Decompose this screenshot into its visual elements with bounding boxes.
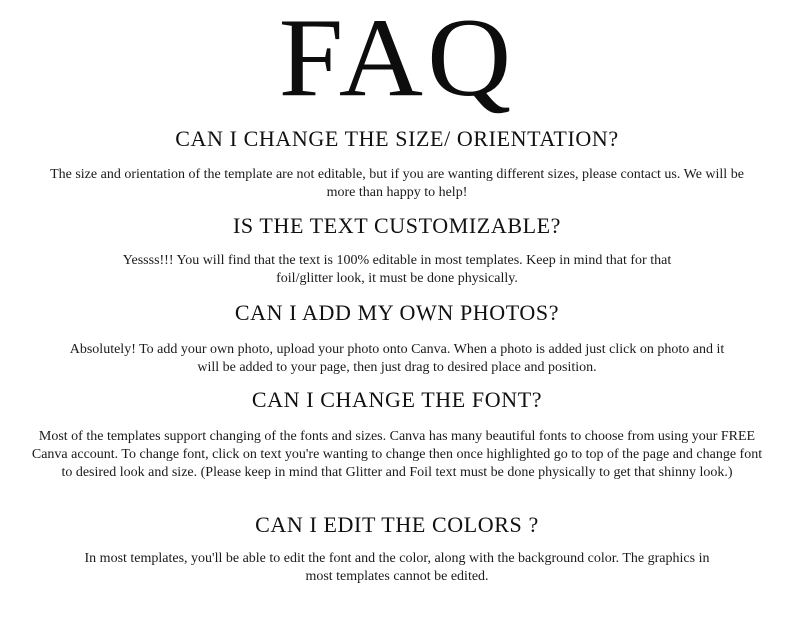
faq-question-change-font: CAN I CHANGE THE FONT?	[251, 387, 543, 412]
faq-question-text-customizable: IS THE TEXT CUSTOMIZABLE?	[232, 213, 562, 238]
faq-answer-edit-colors: In most templates, you'll be able to edit the font and the color, along with the background color. The graphics in most templates cannot be edited.	[84, 551, 710, 584]
faq-answer-change-font: Most of the templates support changing of the fonts and sizes. Canva has many beautiful fonts to choose from using your FREE Canva account. To change font, click on text you're wanting to change then once highlighted go to top of the page and change font to desired look and size. (Please keep in mind that Glitter and Foil text must be done physically to get that shinny look.)	[31, 429, 763, 480]
page-title: FAQ	[278, 0, 516, 120]
faq-question-add-photos: CAN I ADD MY OWN PHOTOS?	[234, 300, 560, 325]
faq-question-edit-colors: CAN I EDIT THE COLORS ?	[255, 512, 539, 537]
faq-answer-add-photos: Absolutely! To add your own photo, upload your photo onto Canva. When a photo is added just click on photo and it will be added to your page, then just drag to desired place and position.	[69, 342, 725, 375]
faq-question-size-orientation: CAN I CHANGE THE SIZE/ ORIENTATION?	[175, 126, 619, 151]
faq-answer-text-customizable: Yessss!!! You will find that the text is 100% editable in most templates. Keep in mind that for that foil/glitter look, it must be done physically.	[122, 253, 672, 286]
faq-answer-size-orientation: The size and orientation of the template are not editable, but if you are wanting different sizes, please contact us. We will be more than happy to help!	[50, 167, 744, 200]
